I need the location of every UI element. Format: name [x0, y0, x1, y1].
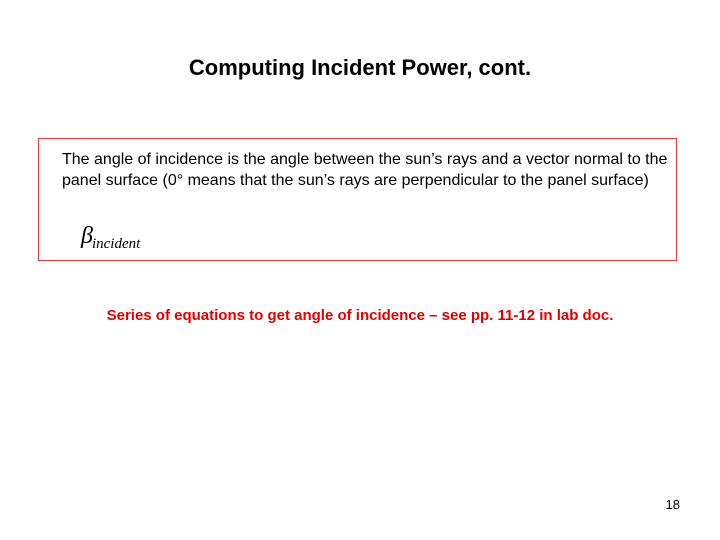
- symbol-base: β: [81, 223, 93, 249]
- slide-title: Computing Incident Power, cont.: [188, 55, 532, 80]
- series-note: Series of equations to get angle of incidence – see pp. 11-12 in lab doc.: [106, 307, 614, 324]
- definition-text: The angle of incidence is the angle between the sun’s rays and a vector normal to the panel surface (0° means that the sun’s rays are perpendicular to the panel surface): [62, 151, 668, 189]
- symbol-subscript: incident: [91, 236, 141, 252]
- page-number: 18: [665, 497, 680, 512]
- beta-incident-symbol: [81, 223, 141, 250]
- definition-box: [38, 138, 677, 261]
